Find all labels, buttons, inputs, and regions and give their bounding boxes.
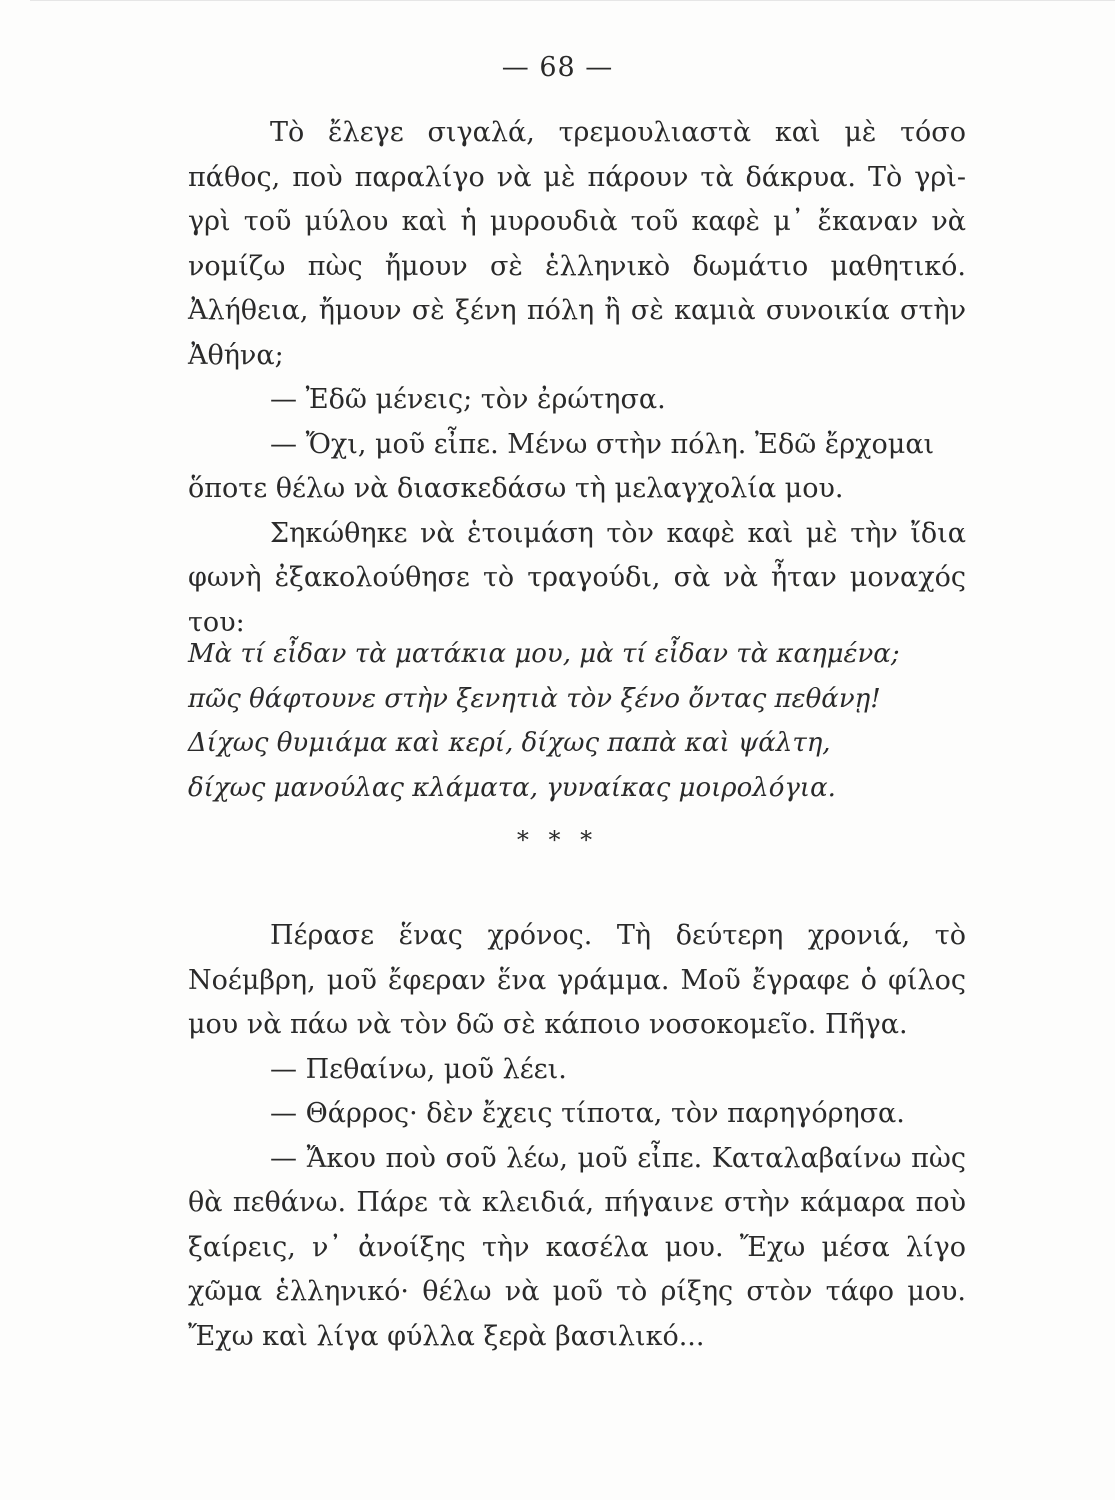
poem-line: πῶς θάφτουνε στὴν ξενητιὰ τὸν ξένο ὄντας πεθάνῃ! bbox=[188, 683, 881, 714]
section-separator: * * * bbox=[516, 826, 599, 854]
poem-line: Μὰ τί εἶδαν τὰ ματάκια μου, μὰ τί εἶδαν τὰ καημένα; bbox=[188, 639, 900, 669]
paragraph: Τὸ ἔλεγε σιγαλά, τρεμουλιαστὰ καὶ μὲ τόσο πάθος, ποὺ παραλίγο νὰ μὲ πάρουν τὰ δάκρυα. Τὸ γρὶ-γρὶ τοῦ μύλου καὶ ἡ μυρουδιὰ τοῦ καφὲ μ᾽ ἔκαναν νὰ νομίζω πὼς ἤμουν σὲ ἑλληνικὸ δωμάτιο μαθητικό. Ἀλήθεια, ἤμουν σὲ ξένη πόλη ἢ σὲ καμιὰ συνοικία στὴν Ἀθήνα; bbox=[188, 117, 966, 371]
poem-line: δίχως μανούλας κλάματα, γυναίκας μοιρολόγια. bbox=[188, 772, 836, 803]
poem-line: Δίχως θυμιάμα καὶ κερί, δίχως παπὰ καὶ ψάλτη, bbox=[188, 728, 831, 758]
paragraph: Πέρασε ἕνας χρόνος. Τὴ δεύτερη χρονιά, τὸ Νοέμβρη, μοῦ ἔφεραν ἕνα γράμμα. Μοῦ ἔγραφε ὁ φίλος μου νὰ πάω νὰ τὸν δῶ σὲ κάποιο νοσοκομεῖο. Πῆγα. bbox=[188, 920, 966, 1040]
poem-stanza bbox=[188, 632, 966, 810]
prose-section-1 bbox=[188, 111, 966, 645]
dialogue-line: — Πεθαίνω, μοῦ λέει. bbox=[270, 1053, 567, 1085]
page-number: — 68 — bbox=[501, 52, 614, 83]
dialogue-line: — Θάρρος· δὲν ἔχεις τίποτα, τὸν παρηγόρησα. bbox=[270, 1098, 905, 1129]
paragraph: Σηκώθηκε νὰ ἑτοιμάση τὸν καφὲ καὶ μὲ τὴν ἴδια φωνὴ ἐξακολούθησε τὸ τραγούδι, σὰ νὰ ἦταν μοναχός του: bbox=[188, 517, 966, 638]
dialogue-line: — Ἐδῶ μένεις; τὸν ἐρώτησα. bbox=[270, 384, 666, 415]
dialogue-line: — Ἄκου ποὺ σοῦ λέω, μοῦ εἶπε. Καταλαβαίνω πὼς θὰ πεθάνω. Πάρε τὰ κλειδιά, πήγαινε στὴν κάμαρα ποὺ ξαίρεις, ν᾽ ἀνοίξης τὴν κασέλα μου. Ἔχω μέσα λίγο χῶμα ἑλληνικό· θέλω νὰ μοῦ τὸ ρίξης στὸν τάφο μου. Ἔχω καὶ λίγα φύλλα ξερὰ βασιλικό... bbox=[188, 1142, 966, 1352]
dialogue-line: — Ὄχι, μοῦ εἶπε. Μένω στὴν πόλη. Ἐδῶ ἔρχομαι ὅποτε θέλω νὰ διασκεδάσω τὴ μελαγχολία μου. bbox=[188, 428, 935, 504]
prose-section-2 bbox=[188, 914, 966, 1359]
